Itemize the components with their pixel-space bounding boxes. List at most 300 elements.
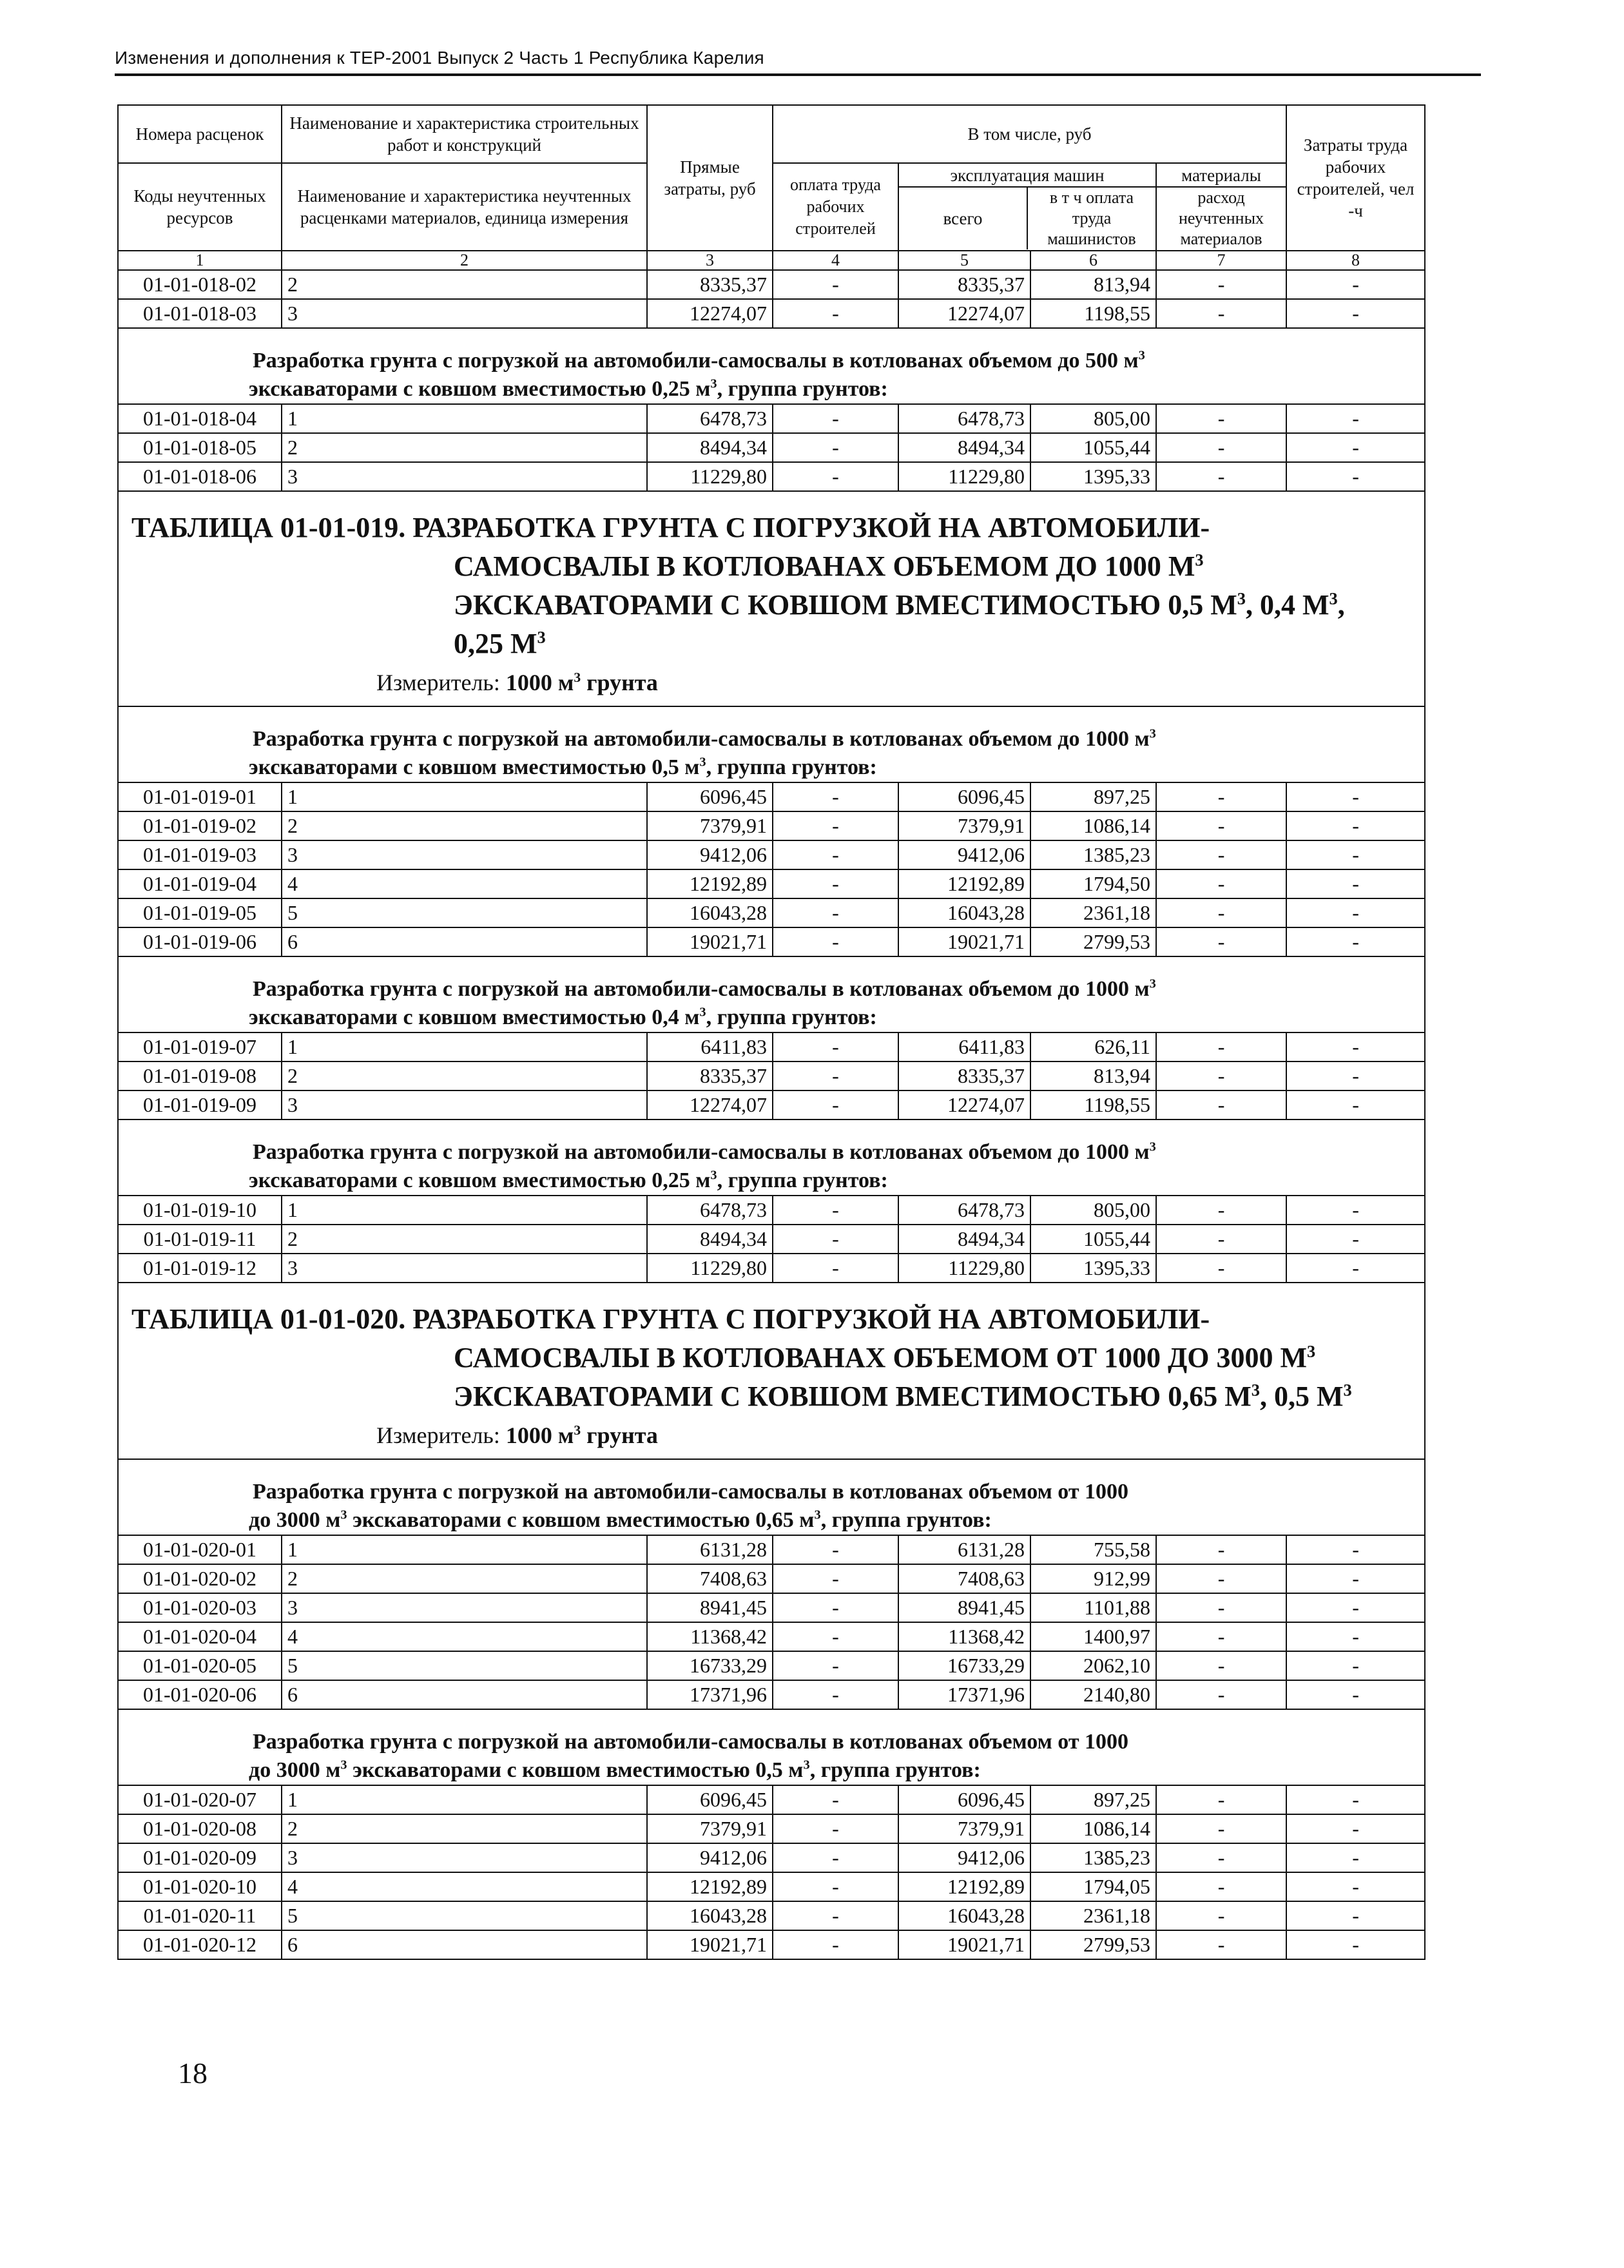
measure-label: Измеритель: — [376, 670, 506, 695]
labor-hours-cell: - — [1286, 927, 1425, 956]
superscript: 3 — [1329, 588, 1338, 608]
labor-hours-cell: - — [1286, 1872, 1425, 1901]
rate-code-cell: 01-01-020-09 — [118, 1843, 282, 1872]
table-row — [118, 462, 1425, 491]
rate-code-cell: 01-01-019-05 — [118, 898, 282, 927]
superscript: 3 — [340, 1507, 347, 1522]
soil-group-cell: 6 — [282, 927, 647, 956]
soil-group-cell: 2 — [282, 811, 647, 840]
machines-total-cell: 17371,96 — [898, 1680, 1030, 1709]
machines-total-cell: 6096,45 — [898, 782, 1030, 811]
measure-unit — [131, 667, 1424, 698]
table-title-line — [131, 1377, 1424, 1416]
materials-cell: - — [1156, 299, 1286, 328]
subheading-text: Разработка грунта с погрузкой на автомобили-самосвалы в котлованах объемом до 1000 м — [253, 977, 1150, 1001]
subheading-text: Разработка грунта с погрузкой на автомобили-самосвалы в котлованах объемом от 1000 — [253, 1730, 1129, 1754]
subheading-row — [118, 956, 1425, 1032]
labor-pay-cell: - — [773, 1090, 898, 1119]
materials-cell: - — [1156, 1785, 1286, 1814]
table-title-text: САМОСВАЛЫ В КОТЛОВАНАХ ОБЪЕМОМ ДО 1000 М — [454, 550, 1195, 582]
col-labor-pay: оплата труда рабочих строителей — [773, 163, 898, 251]
machinist-pay-cell: 1794,50 — [1030, 869, 1156, 898]
table-row — [118, 782, 1425, 811]
direct-costs-cell: 12274,07 — [647, 299, 773, 328]
price-table — [117, 104, 1426, 1960]
materials-cell: - — [1156, 1061, 1286, 1090]
labor-hours-cell: - — [1286, 1651, 1425, 1680]
materials-cell: - — [1156, 1901, 1286, 1930]
machines-total-cell: 7408,63 — [898, 1564, 1030, 1593]
soil-group-cell: 2 — [282, 1814, 647, 1843]
machines-total-cell: 8335,37 — [898, 270, 1030, 299]
column-number: 4 — [773, 251, 898, 270]
measure-unit — [131, 1420, 1424, 1451]
materials-cell: - — [1156, 1930, 1286, 1959]
materials-cell: - — [1156, 927, 1286, 956]
table-title-text: ЭКСКАВАТОРАМИ С КОВШОМ ВМЕСТИМОСТЬЮ 0,5 М — [454, 589, 1237, 621]
machinist-pay-cell: 1794,05 — [1030, 1872, 1156, 1901]
col-unaccounted-materials: расход неучтенных материалов — [1178, 188, 1264, 248]
column-number: 3 — [647, 251, 773, 270]
table-row — [118, 1901, 1425, 1930]
machines-total-cell: 16733,29 — [898, 1651, 1030, 1680]
col-machines-group — [898, 163, 1156, 251]
machinist-pay-cell: 1086,14 — [1030, 811, 1156, 840]
labor-hours-cell: - — [1286, 404, 1425, 433]
machinist-pay-cell: 2799,53 — [1030, 1930, 1156, 1959]
header-rule — [115, 73, 1481, 76]
soil-group-cell: 1 — [282, 1032, 647, 1061]
direct-costs-cell: 6478,73 — [647, 1196, 773, 1225]
machinist-pay-cell: 805,00 — [1030, 404, 1156, 433]
subheading-text: экскаваторами с ковшом вместимостью 0,5 м — [249, 755, 700, 779]
superscript: 3 — [1138, 348, 1145, 363]
labor-pay-cell: - — [773, 1872, 898, 1901]
subheading-text: Разработка грунта с погрузкой на автомобили-самосвалы в котлованах объемом от 1000 — [253, 1480, 1129, 1504]
labor-hours-cell: - — [1286, 1680, 1425, 1709]
machines-total-cell: 11229,80 — [898, 1254, 1030, 1283]
running-header: Изменения и дополнения к ТЕР-2001 Выпуск 2 Часть 1 Республика Карелия — [115, 48, 764, 68]
col-work-name: Наименование и характеристика строительных работ и конструкций — [282, 105, 647, 163]
machinist-pay-cell: 626,11 — [1030, 1032, 1156, 1061]
subheading-text: , группа грунтов: — [809, 1758, 981, 1782]
table-row — [118, 898, 1425, 927]
page-number: 18 — [178, 2057, 208, 2089]
table-title-line — [131, 547, 1424, 586]
rate-code-cell: 01-01-019-03 — [118, 840, 282, 869]
machinist-pay-cell: 1055,44 — [1030, 433, 1156, 462]
labor-pay-cell: - — [773, 1901, 898, 1930]
subheading-line — [249, 1167, 1424, 1195]
table-row — [118, 1872, 1425, 1901]
rate-code-cell: 01-01-019-04 — [118, 869, 282, 898]
column-number: 8 — [1286, 251, 1425, 270]
table-body — [118, 270, 1425, 1959]
materials-cell: - — [1156, 840, 1286, 869]
rate-code-cell: 01-01-018-06 — [118, 462, 282, 491]
machinist-pay-cell: 897,25 — [1030, 1785, 1156, 1814]
subheading-text: экскаваторами с ковшом вместимостью 0,25 м — [249, 377, 711, 401]
labor-hours-cell: - — [1286, 462, 1425, 491]
table-row — [118, 1814, 1425, 1843]
superscript: 3 — [1149, 1139, 1156, 1154]
direct-costs-cell: 6096,45 — [647, 1785, 773, 1814]
machines-total-cell: 16043,28 — [898, 898, 1030, 927]
labor-hours-cell: - — [1286, 299, 1425, 328]
subheading-line — [249, 1756, 1424, 1785]
machinist-pay-cell: 1055,44 — [1030, 1225, 1156, 1254]
subheading-row — [118, 1459, 1425, 1535]
materials-cell: - — [1156, 1622, 1286, 1651]
subheading-text: , группа грунтов: — [820, 1508, 992, 1532]
superscript: 3 — [1149, 726, 1156, 741]
machinist-pay-cell: 805,00 — [1030, 1196, 1156, 1225]
superscript: 3 — [1237, 588, 1246, 608]
direct-costs-cell: 8941,45 — [647, 1593, 773, 1622]
table-title-line — [131, 509, 1424, 547]
subheading — [118, 956, 1425, 1032]
machines-total-cell: 7379,91 — [898, 1814, 1030, 1843]
materials-cell: - — [1156, 1843, 1286, 1872]
subheading-text: экскаваторами с ковшом вместимостью 0,4 м — [249, 1005, 700, 1029]
machines-total-cell: 6411,83 — [898, 1032, 1030, 1061]
labor-pay-cell: - — [773, 927, 898, 956]
labor-pay-cell: - — [773, 1225, 898, 1254]
machinist-pay-cell: 912,99 — [1030, 1564, 1156, 1593]
direct-costs-cell: 11229,80 — [647, 462, 773, 491]
rate-code-cell: 01-01-020-07 — [118, 1785, 282, 1814]
soil-group-cell: 1 — [282, 404, 647, 433]
labor-hours-cell: - — [1286, 433, 1425, 462]
machinist-pay-cell: 813,94 — [1030, 270, 1156, 299]
subheading-line — [253, 1478, 1424, 1506]
machinist-pay-cell: 1395,33 — [1030, 462, 1156, 491]
machines-total-cell: 7379,91 — [898, 811, 1030, 840]
table-row — [118, 1930, 1425, 1959]
subheading-line — [253, 1728, 1424, 1756]
table-title-text: , — [1337, 589, 1345, 621]
materials-cell: - — [1156, 1254, 1286, 1283]
labor-hours-cell: - — [1286, 1814, 1425, 1843]
direct-costs-cell: 8494,34 — [647, 433, 773, 462]
machinist-pay-cell: 2799,53 — [1030, 927, 1156, 956]
labor-hours-cell: - — [1286, 811, 1425, 840]
rate-code-cell: 01-01-020-02 — [118, 1564, 282, 1593]
labor-pay-cell: - — [773, 898, 898, 927]
table-title-text: ТАБЛИЦА 01-01-019. РАЗРАБОТКА ГРУНТА С ПОГРУЗКОЙ НА АВТОМОБИЛИ- — [131, 512, 1210, 543]
labor-pay-cell: - — [773, 1785, 898, 1814]
direct-costs-cell: 8335,37 — [647, 270, 773, 299]
machines-total-cell: 6478,73 — [898, 404, 1030, 433]
direct-costs-cell: 11368,42 — [647, 1622, 773, 1651]
column-numbers-row — [118, 251, 1425, 270]
superscript: 3 — [574, 1422, 581, 1438]
materials-cell: - — [1156, 433, 1286, 462]
rate-code-cell: 01-01-020-04 — [118, 1622, 282, 1651]
labor-pay-cell: - — [773, 1680, 898, 1709]
direct-costs-cell: 11229,80 — [647, 1254, 773, 1283]
subheading — [118, 1709, 1425, 1785]
machines-total-cell: 9412,06 — [898, 1843, 1030, 1872]
subheading-text: , группа грунтов: — [706, 755, 877, 779]
labor-pay-cell: - — [773, 1196, 898, 1225]
direct-costs-cell: 12274,07 — [647, 1090, 773, 1119]
table-title-line — [131, 1339, 1424, 1377]
measure-value — [506, 1422, 658, 1448]
soil-group-cell: 4 — [282, 1872, 647, 1901]
machinist-pay-cell: 755,58 — [1030, 1535, 1156, 1564]
subheading — [118, 328, 1425, 404]
subheading-text: , группа грунтов: — [706, 1005, 877, 1029]
rate-code-cell: 01-01-020-12 — [118, 1930, 282, 1959]
table-row — [118, 1090, 1425, 1119]
machines-total-cell: 9412,06 — [898, 840, 1030, 869]
table-row — [118, 1622, 1425, 1651]
labor-pay-cell: - — [773, 1593, 898, 1622]
soil-group-cell: 2 — [282, 270, 647, 299]
machinist-pay-cell: 897,25 — [1030, 782, 1156, 811]
direct-costs-cell: 6096,45 — [647, 782, 773, 811]
soil-group-cell: 3 — [282, 462, 647, 491]
col-rate-numbers: Номера расценок — [118, 105, 282, 163]
rate-code-cell: 01-01-019-08 — [118, 1061, 282, 1090]
column-number: 1 — [118, 251, 282, 270]
soil-group-cell: 3 — [282, 1090, 647, 1119]
materials-cell: - — [1156, 869, 1286, 898]
machines-total-cell: 11368,42 — [898, 1622, 1030, 1651]
machines-total-cell: 8941,45 — [898, 1593, 1030, 1622]
machinist-pay-cell: 813,94 — [1030, 1061, 1156, 1090]
labor-pay-cell: - — [773, 1254, 898, 1283]
labor-pay-cell: - — [773, 1843, 898, 1872]
machinist-pay-cell: 1385,23 — [1030, 1843, 1156, 1872]
direct-costs-cell: 12192,89 — [647, 1872, 773, 1901]
labor-pay-cell: - — [773, 782, 898, 811]
table-title-row — [118, 1283, 1425, 1459]
materials-cell: - — [1156, 270, 1286, 299]
rate-code-cell: 01-01-018-03 — [118, 299, 282, 328]
subheading-row — [118, 1709, 1425, 1785]
machinist-pay-cell: 1385,23 — [1030, 840, 1156, 869]
rate-code-cell: 01-01-019-06 — [118, 927, 282, 956]
labor-pay-cell: - — [773, 433, 898, 462]
table-row — [118, 1593, 1425, 1622]
labor-pay-cell: - — [773, 1032, 898, 1061]
table-title-text: ТАБЛИЦА 01-01-020. РАЗРАБОТКА ГРУНТА С ПОГРУЗКОЙ НА АВТОМОБИЛИ- — [131, 1303, 1210, 1335]
labor-hours-cell: - — [1286, 1254, 1425, 1283]
rate-code-cell: 01-01-019-01 — [118, 782, 282, 811]
col-machinist-pay: в т ч оплата труда машинистов — [1047, 188, 1136, 248]
labor-pay-cell: - — [773, 1535, 898, 1564]
col-labor-hours: Затраты труда рабочих строителей, чел -ч — [1286, 105, 1425, 251]
machines-total-cell: 6096,45 — [898, 1785, 1030, 1814]
subheading-line — [249, 1003, 1424, 1032]
col-machines: эксплуатация машин — [899, 164, 1155, 187]
subheading-line — [253, 725, 1424, 753]
materials-cell: - — [1156, 1032, 1286, 1061]
measure-unit-text: грунта — [581, 670, 658, 695]
rate-code-cell: 01-01-020-03 — [118, 1593, 282, 1622]
rate-code-cell: 01-01-019-12 — [118, 1254, 282, 1283]
superscript: 3 — [1149, 976, 1156, 991]
soil-group-cell: 3 — [282, 1843, 647, 1872]
table-row — [118, 1225, 1425, 1254]
table-head — [118, 105, 1425, 270]
soil-group-cell: 6 — [282, 1680, 647, 1709]
materials-cell: - — [1156, 462, 1286, 491]
soil-group-cell: 3 — [282, 1593, 647, 1622]
subheading-line — [249, 1506, 1424, 1535]
rate-code-cell: 01-01-019-10 — [118, 1196, 282, 1225]
materials-cell: - — [1156, 1814, 1286, 1843]
direct-costs-cell: 9412,06 — [647, 840, 773, 869]
machines-total-cell: 8494,34 — [898, 433, 1030, 462]
rate-code-cell: 01-01-019-02 — [118, 811, 282, 840]
subheading-row — [118, 1119, 1425, 1196]
column-number: 2 — [282, 251, 647, 270]
machinist-pay-cell: 1395,33 — [1030, 1254, 1156, 1283]
machinist-pay-cell: 2361,18 — [1030, 1901, 1156, 1930]
col-resource-codes: Коды неучтенных ресурсов — [118, 163, 282, 251]
measure-value-text: 1000 м — [505, 670, 574, 695]
subheading-row — [118, 706, 1425, 782]
col-machines-total: всего — [899, 187, 1027, 249]
direct-costs-cell: 9412,06 — [647, 1843, 773, 1872]
labor-pay-cell: - — [773, 1061, 898, 1090]
materials-cell: - — [1156, 1872, 1286, 1901]
labor-hours-cell: - — [1286, 840, 1425, 869]
machinist-pay-cell: 1198,55 — [1030, 1090, 1156, 1119]
machines-total-cell: 12274,07 — [898, 299, 1030, 328]
table-row — [118, 1785, 1425, 1814]
rate-code-cell: 01-01-018-02 — [118, 270, 282, 299]
soil-group-cell: 3 — [282, 1254, 647, 1283]
soil-group-cell: 5 — [282, 1901, 647, 1930]
rate-code-cell: 01-01-020-01 — [118, 1535, 282, 1564]
materials-cell: - — [1156, 1090, 1286, 1119]
labor-hours-cell: - — [1286, 782, 1425, 811]
table-row — [118, 299, 1425, 328]
table-title-line — [131, 1300, 1424, 1339]
superscript: 3 — [699, 755, 706, 770]
measure-unit-text: грунта — [581, 1422, 658, 1448]
machines-total-cell: 6478,73 — [898, 1196, 1030, 1225]
machines-total-cell: 16043,28 — [898, 1901, 1030, 1930]
soil-group-cell: 3 — [282, 299, 647, 328]
table-row — [118, 1254, 1425, 1283]
soil-group-cell: 3 — [282, 840, 647, 869]
table-row — [118, 1196, 1425, 1225]
machinist-pay-cell: 2361,18 — [1030, 898, 1156, 927]
subheading-line — [253, 975, 1424, 1003]
labor-hours-cell: - — [1286, 1930, 1425, 1959]
soil-group-cell: 2 — [282, 1225, 647, 1254]
table-row — [118, 1535, 1425, 1564]
subheading-line — [249, 753, 1424, 782]
machines-total-cell: 12274,07 — [898, 1090, 1030, 1119]
labor-hours-cell: - — [1286, 1090, 1425, 1119]
direct-costs-cell: 8335,37 — [647, 1061, 773, 1090]
subheading — [118, 1459, 1425, 1535]
subheading-line — [253, 1138, 1424, 1167]
superscript: 3 — [814, 1507, 821, 1522]
table-title-text: ЭКСКАВАТОРАМИ С КОВШОМ ВМЕСТИМОСТЬЮ 0,65 М — [454, 1381, 1252, 1412]
measure-label: Измеритель: — [376, 1422, 506, 1448]
direct-costs-cell: 6131,28 — [647, 1535, 773, 1564]
direct-costs-cell: 6478,73 — [647, 404, 773, 433]
superscript: 3 — [537, 627, 546, 647]
soil-group-cell: 6 — [282, 1930, 647, 1959]
soil-group-cell: 2 — [282, 1564, 647, 1593]
direct-costs-cell: 8494,34 — [647, 1225, 773, 1254]
table-row — [118, 927, 1425, 956]
table-row — [118, 1651, 1425, 1680]
labor-hours-cell: - — [1286, 1593, 1425, 1622]
subheading-text: до 3000 м — [249, 1758, 341, 1782]
labor-hours-cell: - — [1286, 1901, 1425, 1930]
materials-cell: - — [1156, 1680, 1286, 1709]
superscript: 3 — [1195, 550, 1204, 570]
table-row — [118, 840, 1425, 869]
col-material-name: Наименование и характеристика неучтенных расценками материалов, единица измерения — [282, 163, 647, 251]
table-title — [118, 491, 1425, 706]
materials-cell: - — [1156, 404, 1286, 433]
measure-value-text: 1000 м — [505, 1422, 574, 1448]
labor-hours-cell: - — [1286, 1061, 1425, 1090]
table-title-text: САМОСВАЛЫ В КОТЛОВАНАХ ОБЪЕМОМ ОТ 1000 ДО 3000 М — [454, 1342, 1307, 1373]
machines-total-cell: 12192,89 — [898, 1872, 1030, 1901]
subheading-text: до 3000 м — [249, 1508, 341, 1532]
superscript: 3 — [699, 1005, 706, 1020]
labor-hours-cell: - — [1286, 1843, 1425, 1872]
labor-hours-cell: - — [1286, 270, 1425, 299]
machines-total-cell: 8494,34 — [898, 1225, 1030, 1254]
col-in-total: В том числе, руб — [773, 105, 1286, 163]
subheading-text: экскаваторами с ковшом вместимостью 0,5 м — [347, 1758, 804, 1782]
rate-code-cell: 01-01-020-05 — [118, 1651, 282, 1680]
table-row — [118, 1564, 1425, 1593]
table-title-line — [131, 625, 1424, 663]
labor-hours-cell: - — [1286, 1032, 1425, 1061]
table-title-text: , 0,4 М — [1245, 589, 1329, 621]
soil-group-cell: 2 — [282, 433, 647, 462]
labor-hours-cell: - — [1286, 1535, 1425, 1564]
subheading-text: экскаваторами с ковшом вместимостью 0,25 м — [249, 1168, 711, 1192]
machinist-pay-cell: 1101,88 — [1030, 1593, 1156, 1622]
direct-costs-cell: 16043,28 — [647, 898, 773, 927]
machinist-pay-cell: 2140,80 — [1030, 1680, 1156, 1709]
rate-code-cell: 01-01-020-06 — [118, 1680, 282, 1709]
soil-group-cell: 1 — [282, 1196, 647, 1225]
subheading-text: Разработка грунта с погрузкой на автомобили-самосвалы в котлованах объемом до 1000 м — [253, 727, 1150, 751]
direct-costs-cell: 12192,89 — [647, 869, 773, 898]
labor-pay-cell: - — [773, 1814, 898, 1843]
rate-code-cell: 01-01-018-04 — [118, 404, 282, 433]
labor-pay-cell: - — [773, 270, 898, 299]
rate-code-cell: 01-01-018-05 — [118, 433, 282, 462]
subheading-text: , группа грунтов: — [717, 377, 888, 401]
table-row — [118, 1843, 1425, 1872]
machinist-pay-cell: 1400,97 — [1030, 1622, 1156, 1651]
direct-costs-cell: 7408,63 — [647, 1564, 773, 1593]
superscript: 3 — [1251, 1380, 1260, 1400]
soil-group-cell: 2 — [282, 1061, 647, 1090]
materials-cell: - — [1156, 782, 1286, 811]
soil-group-cell: 1 — [282, 1785, 647, 1814]
superscript: 3 — [340, 1758, 347, 1772]
price-sheet — [117, 104, 1424, 1960]
superscript: 3 — [710, 1168, 717, 1183]
